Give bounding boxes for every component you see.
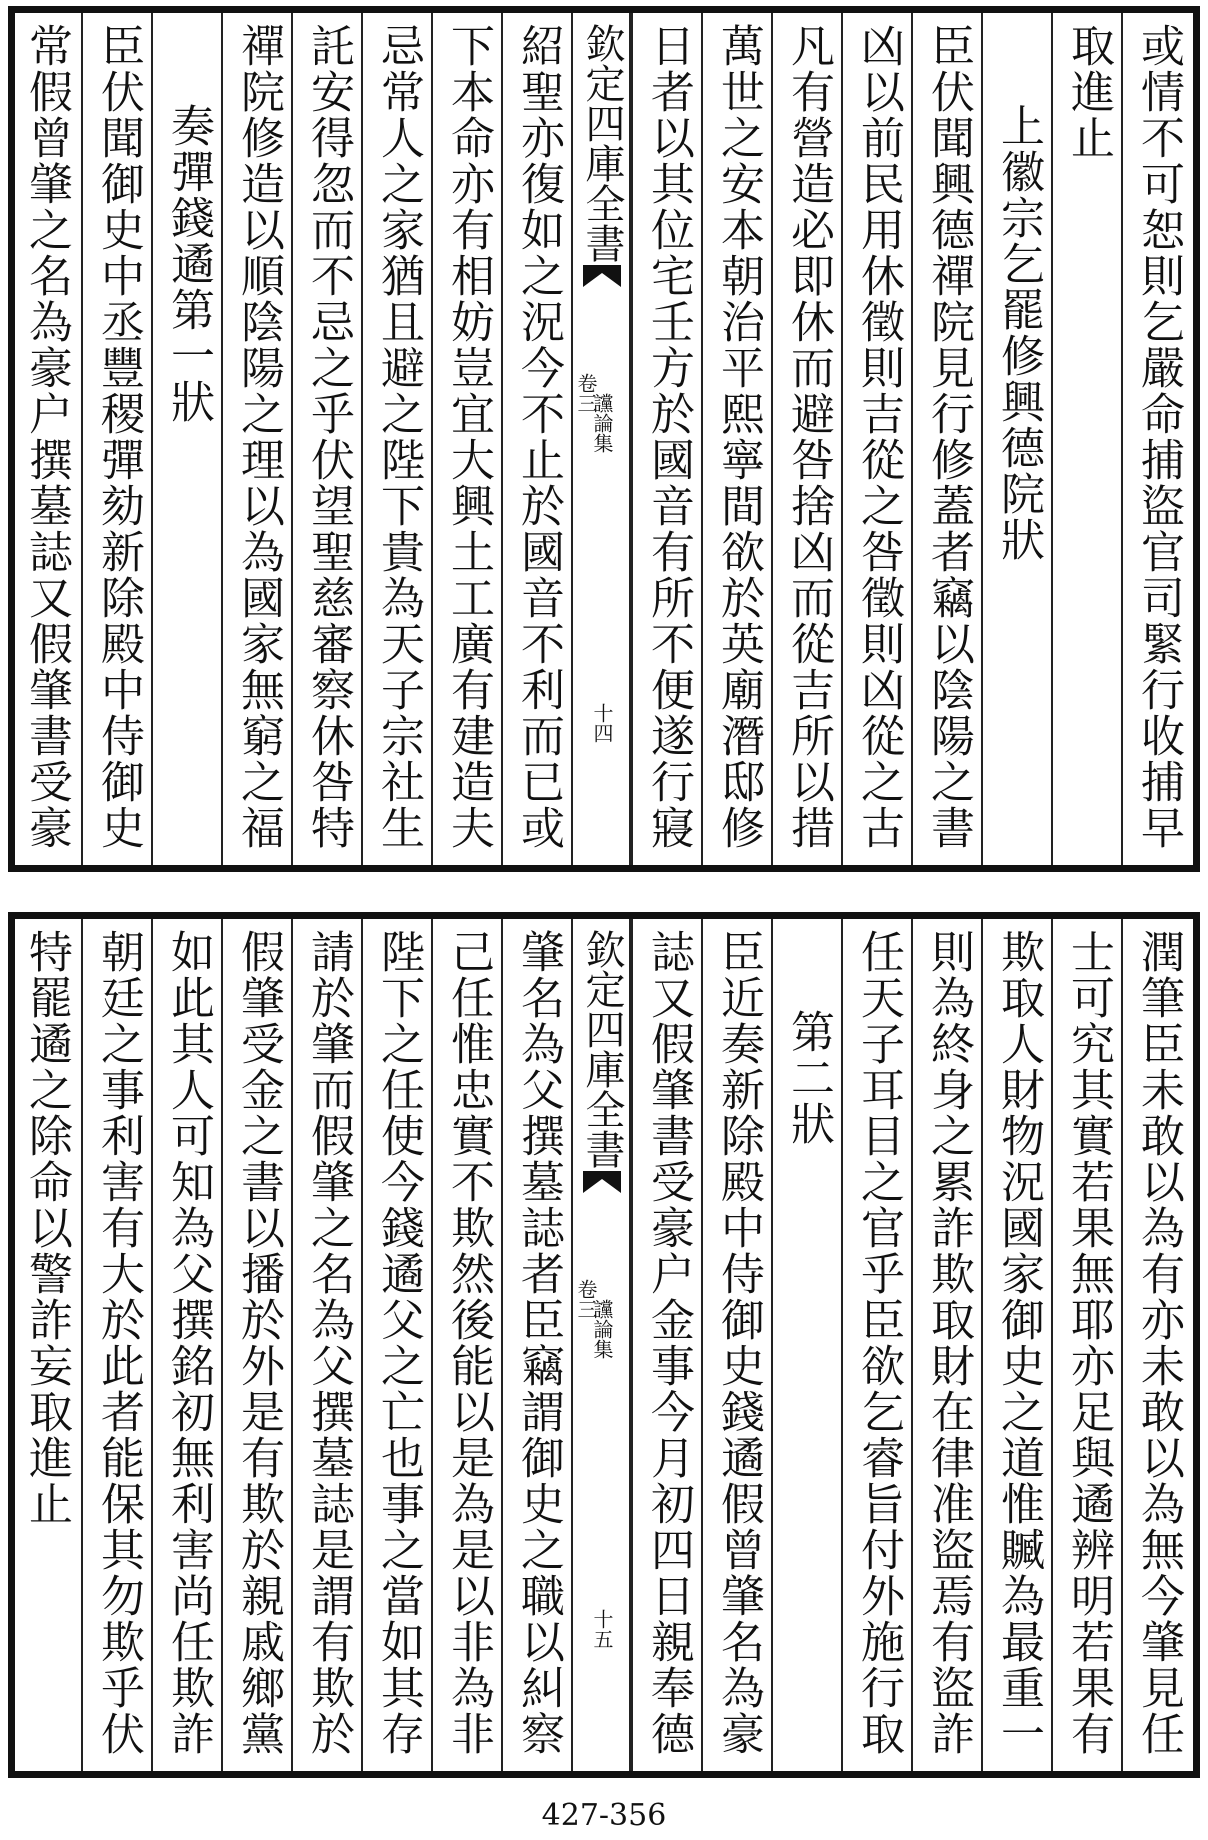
spine-book-title: 讜論集 [590,393,614,453]
text-column: 臣伏聞御史中丞豐稷彈劾新除殿中侍御史 [81,13,151,865]
text-column: 下本命亦有相妨豈宜大興土工廣有建造夫 [431,13,501,865]
text-column: 臣近奏新除殿中侍御史錢遹假曾肇名為豪 [701,919,771,1771]
text-column: 則為終身之累詐欺取財在律准盜焉有盜詐 [911,919,981,1771]
bottom-page [8,912,1200,1778]
text-column: 潤筆臣未敢以為有亦未敢以為無今肇見任 [1121,919,1191,1771]
text-column: 朝廷之事利害有大於此者能保其勿欺乎伏 [81,919,151,1771]
text-column: 奏彈錢遹第一狀 [151,13,221,865]
spine-volume: 卷三 [574,373,598,413]
spine-leaf-number: 十四 [590,703,614,743]
text-column: 假肇受金之書以播於外是有欺於親戚鄉黨 [221,919,291,1771]
text-column: 士可究其實若果無耶亦足與遹辨明若果有 [1051,919,1121,1771]
text-column: 陛下之任使今錢遹父之亡也事之當如其存 [361,919,431,1771]
top-page [8,6,1200,872]
text-column: 紹聖亦復如之況今不止於國音不利而已或 [501,13,571,865]
text-column: 託安得忽而不忌之乎伏望聖慈審察休咎特 [291,13,361,865]
text-column: 己任惟忠實不欺然後能以是為是以非為非 [431,919,501,1771]
page-spine [571,13,631,865]
text-column: 上徽宗乞罷修興德院狀 [981,13,1051,865]
text-column: 如此其人可知為父撰銘初無利害尚任欺詐 [151,919,221,1771]
text-column: 忌常人之家猶且避之陛下貴為天子宗社生 [361,13,431,865]
spine-book-title: 讜論集 [590,1299,614,1359]
text-column: 特罷遹之除命以警詐妄取進止 [21,929,72,1527]
text-column: 常假曾肇之名為豪户撰墓誌又假肇書受豪 [21,23,72,851]
text-column: 臣伏聞興德禪院見行修蓋者竊以陰陽之書 [911,13,981,865]
text-column: 肇名為父撰墓誌者臣竊謂御史之職以糾察 [501,919,571,1771]
text-column: 凶以前民用休徵則吉從之咎徵則凶從之古 [841,13,911,865]
spine-title: 欽定四庫全書 [579,929,625,1169]
text-column: 請於肇而假肇之名為父撰墓誌是謂有欺於 [291,919,361,1771]
text-column: 任天子耳目之官乎臣欲乞睿旨付外施行取 [841,919,911,1771]
page-number: 427-356 [541,1798,667,1833]
text-column: 欺取人財物況國家御史之道惟贓為最重一 [981,919,1051,1771]
text-column: 萬世之安本朝治平熙寧間欲於英廟潛邸修 [701,13,771,865]
fishtail-mark-icon [583,265,621,287]
text-column: 取進止 [1051,13,1121,865]
spine-volume: 卷三 [574,1279,598,1319]
text-column: 第二狀 [771,919,841,1771]
text-column: 凡有營造必即休而避咎捨凶而從吉所以措 [771,13,841,865]
text-column: 日者以其位宅壬方於國音有所不便遂行寢 [631,13,701,865]
spine-title: 欽定四庫全書 [579,23,625,263]
page-spine [571,919,631,1771]
text-column: 禪院修造以順陰陽之理以為國家無窮之福 [221,13,291,865]
text-column: 誌又假肇書受豪户金事今月初四日親奉德 [631,919,701,1771]
spine-leaf-number: 十五 [590,1609,614,1649]
text-column: 或情不可恕則乞嚴命捕盜官司緊行收捕早 [1121,13,1191,865]
fishtail-mark-icon [583,1171,621,1193]
